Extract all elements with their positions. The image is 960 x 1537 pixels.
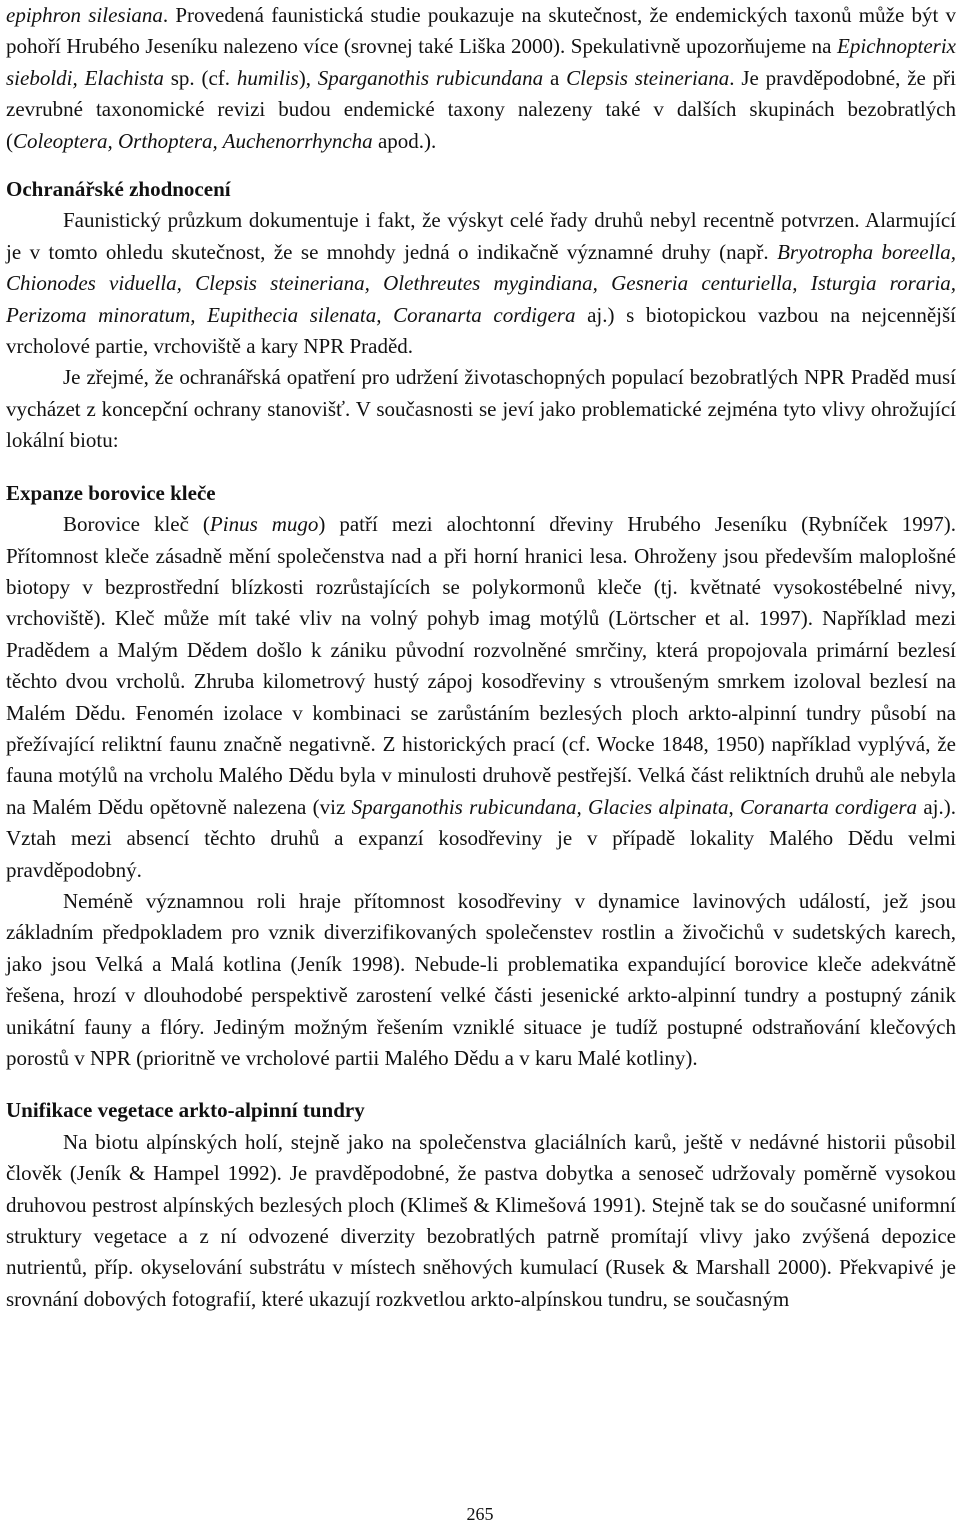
text-run: Faunistický průzkum dokumentuje i fakt, že výskyt celé řady druhů nebyl recentně potvrzen. Alarmující je v tomto ohledu skutečnost, že se mnohdy jedná o indikačně významné druhy (např.	[6, 208, 956, 264]
paragraph: Neméně významnou roli hraje přítomnost kosodřeviny v dynamice lavinových událostí, jež jsou základním předpokladem pro vznik diverzifikovaných společenstev rostlin a živočichů v sudetských karech, jako jsou Velká a Malá kotlina (Jeník 1998). Nebude-li problematika expandující borovice kleče adekvátně řešena, hrozí v dlouhodobé perspektivě zarostení velké části jesenické arkto-alpinní tundry a postupný zánik unikátní fauny a flóry. Jediným možným řešením vzniklé situace je tudíž postupné odstraňování klečových porostů v NPR (prioritně ve vrcholové partii Malého Dědu a v karu Malé kotliny).	[6, 888, 956, 1070]
paragraph	[6, 509, 956, 886]
text-run: ,	[728, 794, 741, 819]
text-run: Borovice kleč (	[63, 512, 210, 537]
text-run: aj.). Vztah mezi absencí těchto druhů a expanzí kosodřeviny je v případě lokality Malého Dědu velmi pravděpodobný.	[6, 794, 957, 882]
intro-paragraph	[6, 0, 956, 157]
taxon-name: humilis	[236, 65, 299, 90]
taxon-name: Coleoptera, Orthoptera, Auchenorrhyncha	[13, 128, 373, 153]
text-run: aj.) s biotopickou vazbou na nejcennější vrcholové partie, vrchoviště a kary NPR Praděd.	[6, 302, 956, 359]
text-run: . Je pravděpodobné, že při zevrubné taxonomické revizi budou endemické taxony nalezeny také v dalších skupinách bezobratlých (	[6, 65, 957, 153]
taxon-name: Epichnopterix sieboldi, Elachista	[6, 34, 956, 90]
paragraph: Na biotu alpínských holí, stejně jako na společenstva glaciálních karů, ještě v nedávné historii působil člověk (Jeník & Hampel 1992). Je pravděpodobné, že pastva dobytka a senoseč udržovaly poměrně vysokou druhovou pestrost alpínských bezlesých ploch (Klimeš & Klimešová 1991). Stejně tak se do současné uniformní struktury vegetace a z ní odvozené diverzity bezobratlých patrně promítají vlivy jako zvýšená depozice nutrientů, příp. okyselování substrátu v místech sněhových kumulací (Rusek & Marshall 2000). Překvapivé je srovnání dobových fotografií, které ukazují rozkvetlou arkto-alpínskou tundru, se současným	[6, 1129, 956, 1311]
taxon-name: Pinus mugo	[209, 512, 319, 537]
taxon-name: Coranarta cordigera	[740, 794, 918, 819]
section-heading-conservation: Ochranářské zhodnocení	[6, 177, 231, 202]
text-run: a	[543, 65, 567, 90]
paragraph: Je zřejmé, že ochranářská opatření pro udržení životaschopných populací bezobratlých NPR Praděd musí vycházet z koncepční ochrany stanovišť. V současnosti se jeví jako problematické zejména tyto vlivy ohrožující lokální biotu:	[6, 365, 956, 453]
text-run: sp. (cf.	[163, 65, 237, 90]
taxon-name: Sparganothis rubicundana	[317, 65, 544, 90]
text-run: . Provedená faunistická studie poukazuje na skutečnost, že endemických taxonů může být v pohoří Hrubého Jeseníku nalezeno více (srovnej také Liška 2000). Spekulativně upozorňujeme na	[6, 3, 957, 59]
page-number: 265	[466, 1504, 494, 1524]
paragraph	[6, 205, 956, 362]
taxon-name: epiphron silesiana	[6, 3, 163, 27]
section-heading-tundra-unification: Unifikace vegetace arkto-alpinní tundry	[6, 1098, 365, 1123]
page-body	[6, 0, 956, 1315]
taxon-name: Clepsis steineriana	[566, 65, 730, 90]
taxon-list: Sparganothis rubicundana, Glacies alpinata	[351, 794, 729, 819]
text-run: apod.).	[372, 128, 437, 153]
text-run: ) patří mezi alochtonní dřeviny Hrubého Jeseníku (Rybníček 1997). Přítomnost kleče zásadně mění společenstva nad a při horní hranici lesa. Ohroženy jsou především maloplošné biotopy v bezprostřední blízkosti rozrůstajících se polykormonů kleče (tj. květnaté vysokostébelné nivy, vrchoviště). Kleč může mít také vliv na volný pohyb imag motýlů (Lörtscher et al. 1997). Například mezi Pradědem a Malým Dědem došlo k zániku původní rozvolněné smrčiny, která propojovala primární bezlesí těchto dvou vrcholů. Zhruba kilometrový hustý zápoj kosodřeviny s vtroušeným smrkem izoloval bezlesí na Malém Dědu. Fenomén izolace v kombinaci se zarůstáním bezlesých ploch arkto-alpinní tundry působí na přežívající reliktní faunu značně negativně. Z historických prací (cf. Wocke 1848, 1950) například vyplývá, že fauna motýlů na vrcholu Malého Dědu byla v minulosti druhově pestřejší. Velká část reliktních druhů ale nebyla na Malém Dědu opětovně nalezena (viz	[6, 512, 956, 819]
taxon-list: Bryotropha boreella, Chionodes viduella, Clepsis steineriana, Olethreutes mygindiana, Gesneria centuriella, Isturgia roraria, Perizoma minoratum, Eupithecia silenata, Coranarta cordigera	[6, 239, 956, 327]
text-run: ),	[298, 65, 318, 90]
section-heading-dwarf-pine: Expanze borovice kleče	[6, 480, 216, 505]
